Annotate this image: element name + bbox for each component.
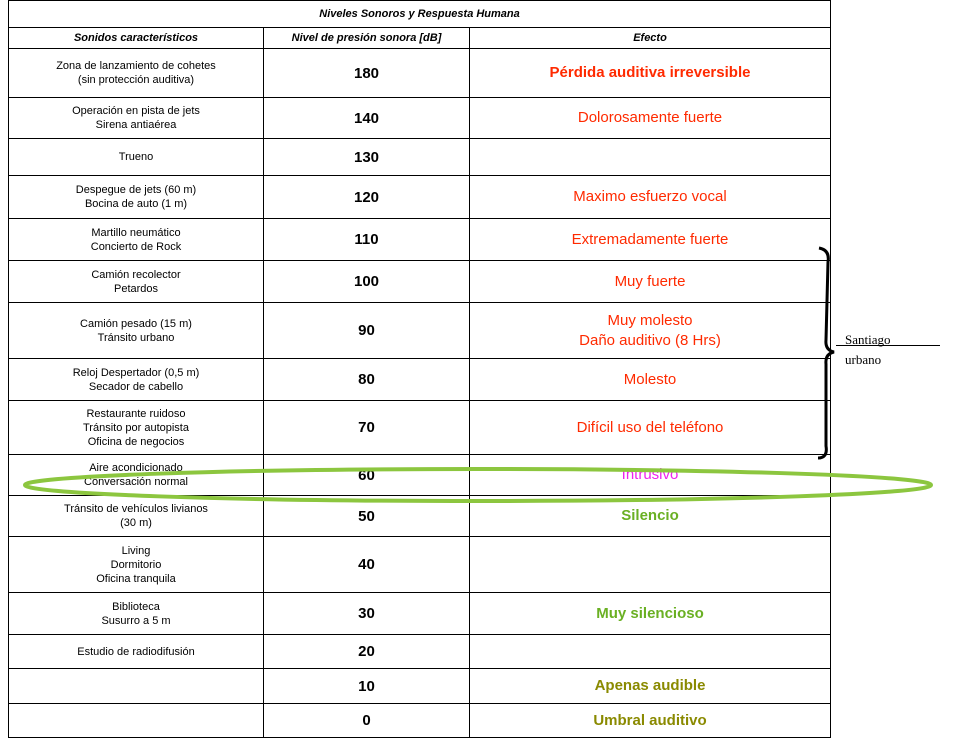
row-level: 50 [264, 496, 470, 537]
range-brace [818, 248, 834, 458]
row-source: Restaurante ruidoso Tránsito por autopista Oficina de negocios [9, 401, 264, 455]
header-effect: Efecto [470, 28, 831, 49]
row-effect: Muy molesto Daño auditivo (8 Hrs) [470, 303, 831, 359]
row-effect: Maximo esfuerzo vocal [470, 176, 831, 219]
table-title: Niveles Sonoros y Respuesta Humana [9, 1, 831, 28]
row-effect: Extremadamente fuerte [470, 219, 831, 261]
row-level: 130 [264, 139, 470, 176]
row-level: 10 [264, 669, 470, 704]
row-source: Tránsito de vehículos livianos (30 m) [9, 496, 264, 537]
row-source: Aire acondicionado Conversación normal [9, 455, 264, 496]
header-level: Nivel de presión sonora [dB] [264, 28, 470, 49]
row-effect: Dolorosamente fuerte [470, 98, 831, 139]
row-level: 120 [264, 176, 470, 219]
row-source: Living Dormitorio Oficina tranquila [9, 537, 264, 593]
row-source: Camión pesado (15 m) Tránsito urbano [9, 303, 264, 359]
highlight-ellipse [25, 469, 931, 501]
row-level: 60 [264, 455, 470, 496]
row-effect: Apenas audible [470, 669, 831, 704]
row-source: Camión recolector Petardos [9, 261, 264, 303]
row-level: 110 [264, 219, 470, 261]
annotation-label: Santiago urbano [845, 332, 891, 367]
row-effect: Silencio [470, 496, 831, 537]
row-effect: Intrusivo [470, 455, 831, 496]
row-effect: Molesto [470, 359, 831, 401]
row-level: 70 [264, 401, 470, 455]
row-level: 30 [264, 593, 470, 635]
row-source: Martillo neumático Concierto de Rock [9, 219, 264, 261]
row-effect: Umbral auditivo [470, 704, 831, 738]
row-effect: Muy fuerte [470, 261, 831, 303]
row-level: 90 [264, 303, 470, 359]
header-source: Sonidos característicos [9, 28, 264, 49]
row-source: Biblioteca Susurro a 5 m [9, 593, 264, 635]
row-level: 80 [264, 359, 470, 401]
row-level: 100 [264, 261, 470, 303]
row-level: 180 [264, 49, 470, 98]
row-level: 0 [264, 704, 470, 738]
row-effect: Difícil uso del teléfono [470, 401, 831, 455]
row-effect: Muy silencioso [470, 593, 831, 635]
row-level: 20 [264, 635, 470, 669]
row-source: Operación en pista de jets Sirena antiaérea [9, 98, 264, 139]
row-source: Reloj Despertador (0,5 m) Secador de cabello [9, 359, 264, 401]
row-level: 40 [264, 537, 470, 593]
row-effect: Pérdida auditiva irreversible [470, 49, 831, 98]
row-source: Trueno [9, 139, 264, 176]
row-source: Despegue de jets (60 m) Bocina de auto (1 m) [9, 176, 264, 219]
row-source: Zona de lanzamiento de cohetes (sin protección auditiva) [9, 49, 264, 98]
row-level: 140 [264, 98, 470, 139]
row-source: Estudio de radiodifusión [9, 635, 264, 669]
